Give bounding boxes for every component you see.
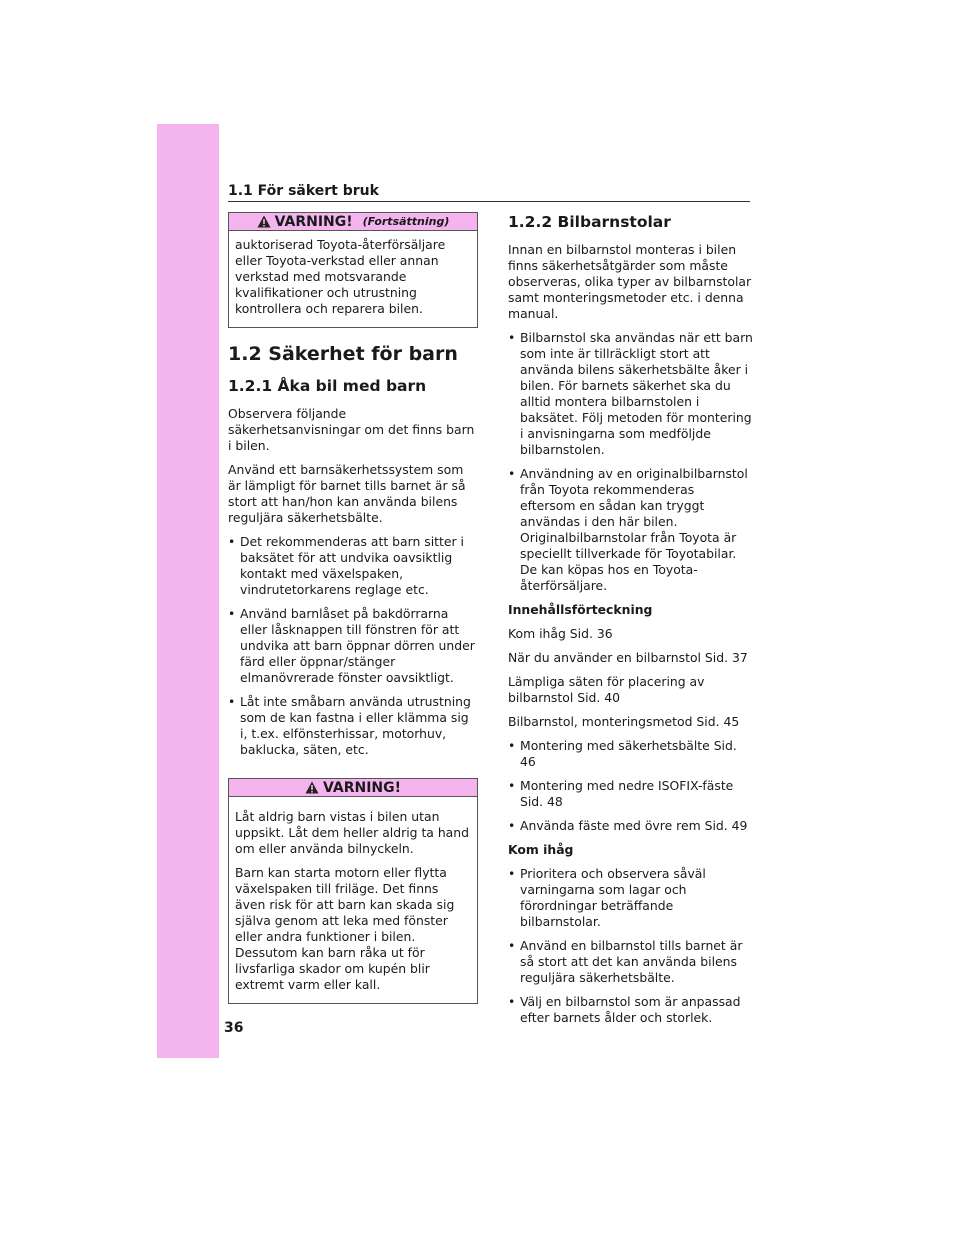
bullet-item: • Användning av en originalbilbarnstol från Toyota rekommenderas eftersom en sådan kan tryggt användas i den här bilen. Originalbilbarnstolar från Toyota är speciellt tillverkade för Toyotabilar. De kan köpas hos en Toyota-återförsäljare. bbox=[508, 466, 753, 594]
toc-bullet: • Montering med nedre ISOFIX-fäste Sid. 48 bbox=[508, 778, 753, 810]
subsection-heading: 1.2.1 Åka bil med barn bbox=[228, 377, 427, 395]
bullet-item: • Låt inte småbarn använda utrustning som de kan fastna i eller klämma sig i, t.ex. elfönsterhissar, motorhuv, baklucka, säten, etc. bbox=[228, 694, 478, 758]
left-column bbox=[228, 212, 478, 1014]
subsection-heading: 1.2.2 Bilbarnstolar bbox=[508, 213, 671, 231]
warning-text: Barn kan starta motorn eller flytta växelspaken till friläge. Det finns även risk för att barn kan skada sig själva genom att leka med fönster eller andra funktioner i bilen. Dessutom kan barn råka ut för livsfarliga skador om kupén blir extremt varm eller kall. bbox=[235, 865, 455, 992]
bullet-item: • Bilbarnstol ska användas när ett barn som inte är tillräckligt stort att använda bilens säkerhetsbälte åker i bilen. För barnets säkerhet ska du alltid montera bilbarnstolen i baksätet. Följ metoden för montering i anvisningarna som medföljde bilbarnstolen. bbox=[508, 330, 753, 458]
toc-bullet: • Använda fäste med övre rem Sid. 49 bbox=[508, 818, 753, 834]
warning-title: VARNING! bbox=[322, 779, 402, 796]
warning-triangle-icon bbox=[305, 781, 319, 794]
chapter-side-tab bbox=[157, 124, 219, 1058]
bullet-item: • Använd barnlåset på bakdörrarna eller låsknappen till fönstren för att undvika att barn öppnar dörren under färd eller öppnar/stänger elmanövrerade fönster oavsiktligt. bbox=[228, 606, 478, 686]
toc-heading: Innehållsförteckning bbox=[508, 602, 653, 617]
warning-text: Låt aldrig barn vistas i bilen utan uppsikt. Låt dem heller aldrig ta hand om eller använda bilnyckeln. bbox=[235, 809, 469, 856]
bullet-item: • Välj en bilbarnstol som är anpassad efter barnets ålder och storlek. bbox=[508, 994, 753, 1026]
warning-box bbox=[228, 778, 478, 1004]
paragraph: Innan en bilbarnstol monteras i bilen finns säkerhetsåtgärder som måste observeras, olika typer av bilbarnstolar samt monteringsmetoder etc. i denna manual. bbox=[508, 242, 752, 321]
bullet-item: • Prioritera och observera såväl varningarna som lagar och förordningar beträffande bilbarnstolar. bbox=[508, 866, 753, 930]
paragraph: Använd ett barnsäkerhetssystem som är lämpligt för barnet tills barnet är så stort att han/hon kan använda bilens reguljära säkerhetsbälte. bbox=[228, 462, 466, 525]
warning-text: auktoriserad Toyota-återförsäljare eller Toyota-verkstad eller annan verkstad med motsvarande kvalifikationer och utrustning kontrollera och reparera bilen. bbox=[235, 237, 446, 316]
toc-entry: Bilbarnstol, monteringsmetod Sid. 45 bbox=[508, 714, 740, 729]
bullet-item: • Använd en bilbarnstol tills barnet är så stort att det kan använda bilens reguljära säkerhetsbälte. bbox=[508, 938, 753, 986]
right-column bbox=[508, 212, 753, 1034]
header-title: 1.1 För säkert bruk bbox=[228, 183, 379, 199]
warning-box-continued bbox=[228, 212, 478, 328]
warning-title: VARNING! bbox=[274, 213, 353, 230]
remember-heading: Kom ihåg bbox=[508, 842, 574, 857]
warning-subtitle: (Fortsättning) bbox=[362, 215, 450, 228]
bullet-item: • Det rekommenderas att barn sitter i baksätet för att undvika oavsiktlig kontakt med växelspaken, vindrutetorkarens reglage etc. bbox=[228, 534, 478, 598]
toc-entry: När du använder en bilbarnstol Sid. 37 bbox=[508, 650, 748, 665]
warning-header bbox=[229, 213, 477, 231]
toc-entry: Kom ihåg Sid. 36 bbox=[508, 626, 613, 641]
section-heading: 1.2 Säkerhet för barn bbox=[228, 343, 458, 365]
warning-triangle-icon bbox=[257, 215, 271, 228]
warning-body bbox=[229, 231, 477, 327]
running-header bbox=[228, 180, 750, 202]
paragraph: Observera följande säkerhetsanvisningar om det finns barn i bilen. bbox=[228, 406, 475, 453]
warning-body bbox=[229, 797, 477, 1003]
warning-header bbox=[229, 779, 477, 797]
page-number: 36 bbox=[224, 1020, 244, 1036]
toc-entry: Lämpliga säten för placering av bilbarnstol Sid. 40 bbox=[508, 674, 705, 705]
toc-bullet: • Montering med säkerhetsbälte Sid. 46 bbox=[508, 738, 753, 770]
